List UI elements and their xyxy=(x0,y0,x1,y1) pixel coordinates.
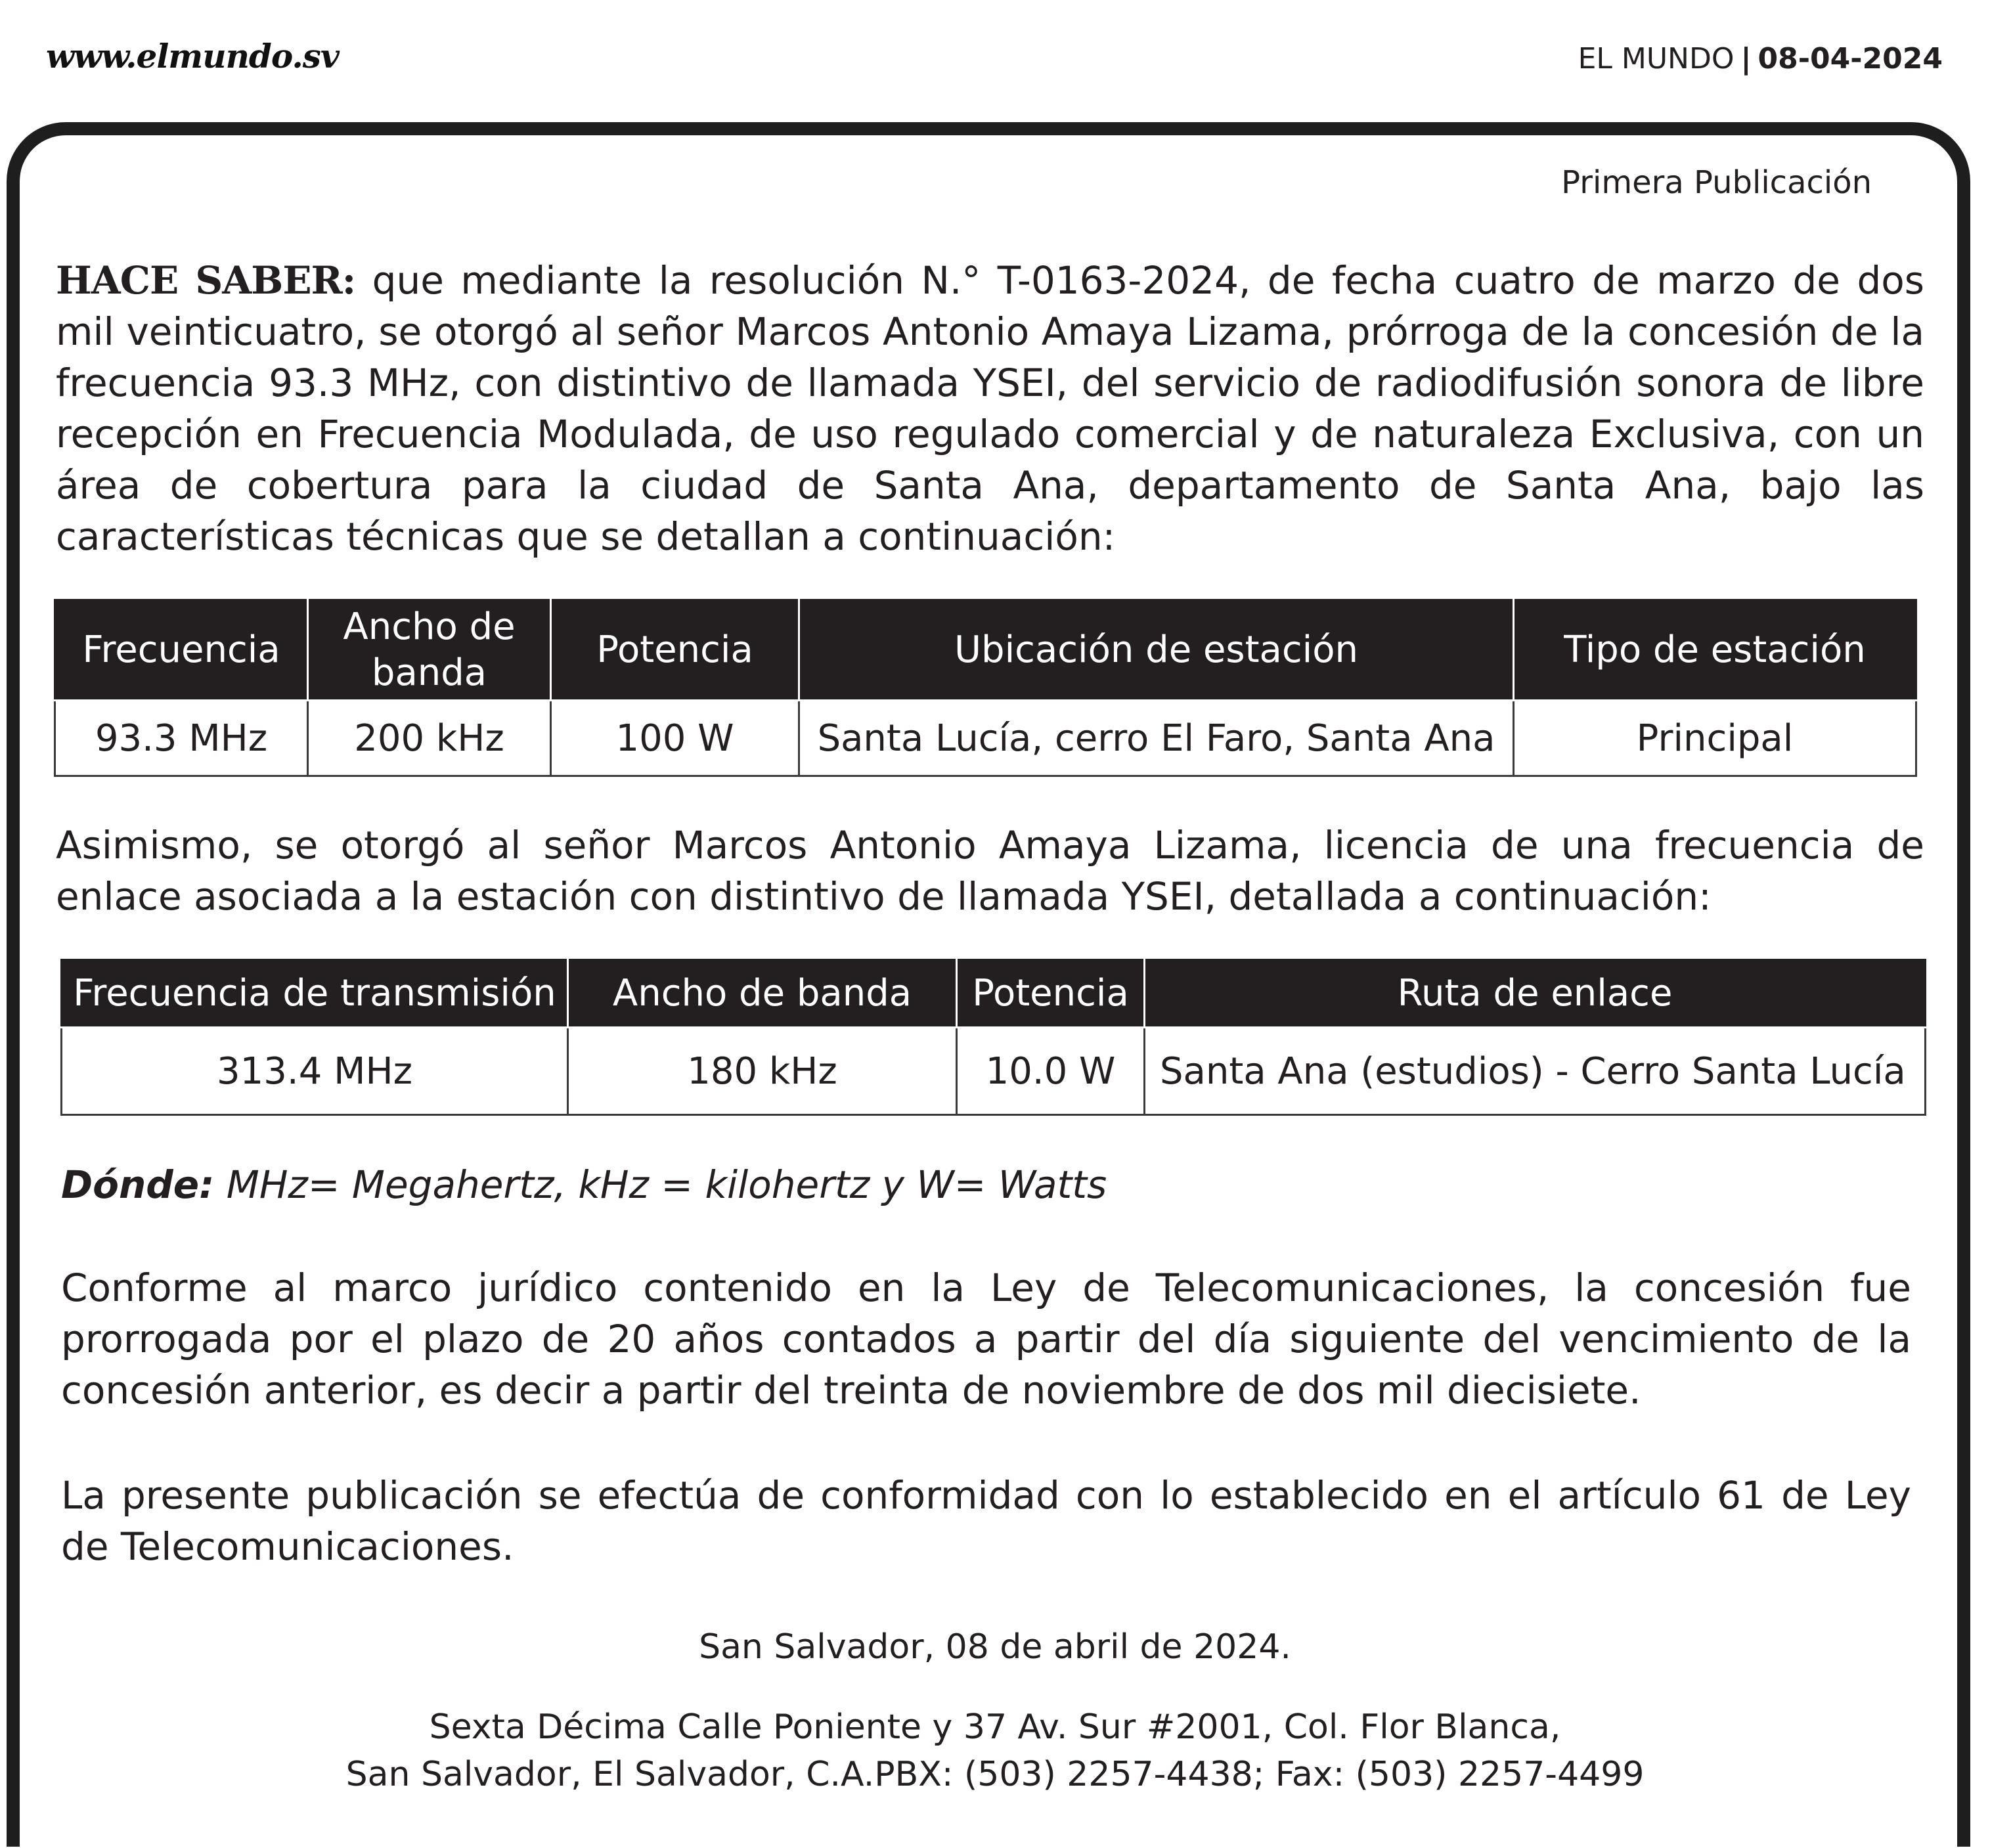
address-line-1: Sexta Décima Calle Poniente y 37 Av. Sur #2001, Col. Flor Blanca, xyxy=(429,1707,1561,1747)
intro-lead: HACE SABER: xyxy=(56,258,356,303)
table-cell: 313.4 MHz xyxy=(62,1028,568,1115)
link-frequency-table xyxy=(60,959,1926,1116)
legal-framework-paragraph: Conforme al marco jurídico contenido en la Ley de Telecomunicaciones, la concesión fue prorrogada por el plazo de 20 años contados a partir del día siguiente del vencimiento de la concesión anterior, es decir a partir del treinta de noviembre de dos mil diecisiete. xyxy=(61,1265,1911,1413)
table-header-row xyxy=(55,600,1916,701)
table-header-cell: Frecuencia de transmisión xyxy=(62,960,568,1028)
concession-table xyxy=(54,599,1917,777)
units-legend xyxy=(61,1159,1930,1210)
table-header-row xyxy=(62,960,1926,1028)
table-cell: 100 W xyxy=(551,701,799,776)
paper-name: EL MUNDO xyxy=(1578,42,1735,76)
issue-separator: | xyxy=(1740,42,1752,76)
table-cell: 200 kHz xyxy=(308,701,551,776)
intro-text: que mediante la resolución N.° T-0163-2024, de fecha cuatro de marzo de dos mil veinticuatro, se otorgó al señor Marcos Antonio Amaya Lizama, prórroga de la concesión de la frecuencia 93.3 MHz, con distintivo de llamada YSEI, del servicio de radiodifusión sonora de libre recepción en Frecuencia Modulada, de uso regulado comercial y de naturaleza Exclusiva, con un área de cobertura para la ciudad de Santa Ana, departamento de Santa Ana, bajo las características técnicas que se detallan a continuación: xyxy=(56,258,1925,559)
table-header-cell: Potencia xyxy=(551,600,799,701)
table-row xyxy=(55,701,1916,776)
publication-label: Primera Publicación xyxy=(1561,164,1872,201)
table-cell: 10.0 W xyxy=(957,1028,1145,1115)
address-line-2: San Salvador, El Salvador, C.A.PBX: (503) 2257-4438; Fax: (503) 2257-4499 xyxy=(345,1755,1645,1794)
table-row xyxy=(62,1028,1926,1115)
site-url: www.elmundo.sv xyxy=(46,37,339,76)
legend-lead: Dónde: xyxy=(61,1162,215,1207)
publication-basis-paragraph: La presente publicación se efectúa de conformidad con lo establecido en el artículo 61 de Ley de Telecomunicaciones. xyxy=(61,1473,1911,1569)
table-cell: Santa Ana (estudios) - Cerro Santa Lucía xyxy=(1145,1028,1926,1115)
legend-text: MHz= Megahertz, kHz = kilohertz y W= Watts xyxy=(214,1162,1107,1207)
table-cell: Santa Lucía, cerro El Faro, Santa Ana xyxy=(799,701,1514,776)
table-header-cell: Ruta de enlace xyxy=(1145,960,1926,1028)
table-header-cell: Potencia xyxy=(957,960,1145,1028)
table-cell: 180 kHz xyxy=(568,1028,957,1115)
table-header-cell: Tipo de estación xyxy=(1514,600,1916,701)
table-header-cell: Ancho de banda xyxy=(568,960,957,1028)
intro-paragraph xyxy=(56,255,1924,562)
link-license-paragraph: Asimismo, se otorgó al señor Marcos Antonio Amaya Lizama, licencia de una frecuencia de enlace asociada a la estación con distintivo de llamada YSEI, detallada a continuación: xyxy=(56,823,1924,919)
table-cell: 93.3 MHz xyxy=(55,701,308,776)
table-header-cell: Ancho de banda xyxy=(308,600,551,701)
table-cell: Principal xyxy=(1514,701,1916,776)
issue-info xyxy=(1578,42,1943,76)
place-date: San Salvador, 08 de abril de 2024. xyxy=(699,1627,1291,1667)
issue-date: 08-04-2024 xyxy=(1758,42,1943,76)
table-header-cell: Ubicación de estación xyxy=(799,600,1514,701)
table-header-cell: Frecuencia xyxy=(55,600,308,701)
